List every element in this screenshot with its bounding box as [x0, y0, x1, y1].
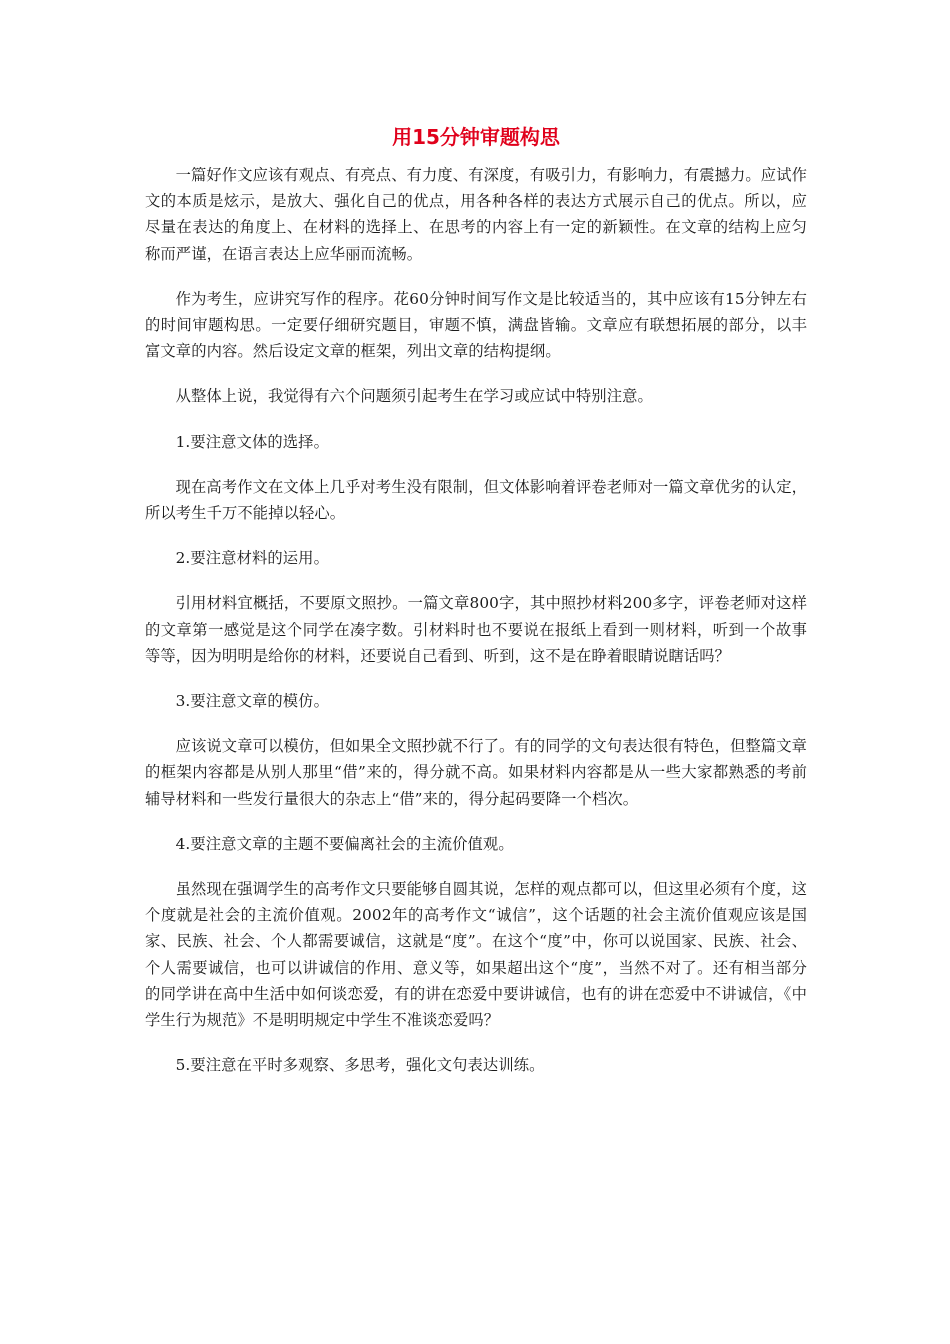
paragraph-body: 引用材料宜概括，不要原文照抄。一篇文章800字，其中照抄材料200多字，评卷老师对这样的文章第一感觉是这个同学在凑字数。引材料时也不要说在报纸上看到一则材料，听到一个故事等等，因为明明是给你的材料，还要说自己看到、听到，这不是在睁着眼睛说瞎话吗？ [145, 594, 807, 665]
document-page [145, 118, 807, 1097]
point-heading-2: 2.要注意材料的运用。 [175, 549, 329, 568]
paragraph-intro: 一篇好作文应该有观点、有亮点、有力度、有深度，有吸引力，有影响力，有震撼力。应试作文的本质是炫示，是放大、强化自己的优点，用各种各样的表达方式展示自己的优点。所以，应尽量在表达的角度上、在材料的选择上、在思考的内容上有一定的新颖性。在文章的结构上应匀称而严谨，在语言表达上应华丽而流畅。 [145, 166, 807, 263]
paragraph-overview: 从整体上说，我觉得有六个问题须引起考生在学习或应试中特别注意。 [175, 387, 653, 406]
point-heading-1: 1.要注意文体的选择。 [175, 432, 329, 451]
paragraph-body: 现在高考作文在文体上几乎对考生没有限制，但文体影响着评卷老师对一篇文章优劣的认定，所以考生千万不能掉以轻心。 [145, 477, 807, 523]
point-heading-4: 4.要注意文章的主题不要偏离社会的主流价值观。 [175, 834, 514, 853]
paragraph-body: 应该说文章可以模仿，但如果全文照抄就不行了。有的同学的文句表达很有特色，但整篇文章的框架内容都是从别人那里“借”来的，得分就不高。如果材料内容都是从一些大家都熟悉的考前辅导材料和一些发行量很大的杂志上“借”来的，得分起码要降一个档次。 [145, 737, 807, 808]
page-title: 用15分钟审题构思 [392, 125, 560, 149]
paragraph-body: 虽然现在强调学生的高考作文只要能够自圆其说，怎样的观点都可以，但这里必须有个度，这个度就是社会的主流价值观。2002年的高考作文“诚信”，这个话题的社会主流价值观应该是国家、民族、社会、个人都需要诚信，这就是“度”。在这个“度”中，你可以说国家、民族、社会、个人需要诚信，也可以讲诚信的作用、意义等，如果超出这个“度”，当然不对了。还有相当部分的同学讲在高中生活中如何谈恋爱，有的讲在恋爱中要讲诚信，也有的讲在恋爱中不讲诚信，《中学生行为规范》不是明明规定中学生不准谈恋爱吗？ [145, 880, 807, 1030]
point-heading-3: 3.要注意文章的模仿。 [175, 692, 329, 711]
paragraph-procedure: 作为考生，应讲究写作的程序。花60分钟时间写作文是比较适当的，其中应该有15分钟左右的时间审题构思。一定要仔细研究题目，审题不慎，满盘皆输。文章应有联想拓展的部分，以丰富文章的内容。然后设定文章的框架，列出文章的结构提纲。 [145, 289, 807, 361]
point-heading-5: 5.要注意在平时多观察、多思考，强化文句表达训练。 [175, 1056, 545, 1075]
